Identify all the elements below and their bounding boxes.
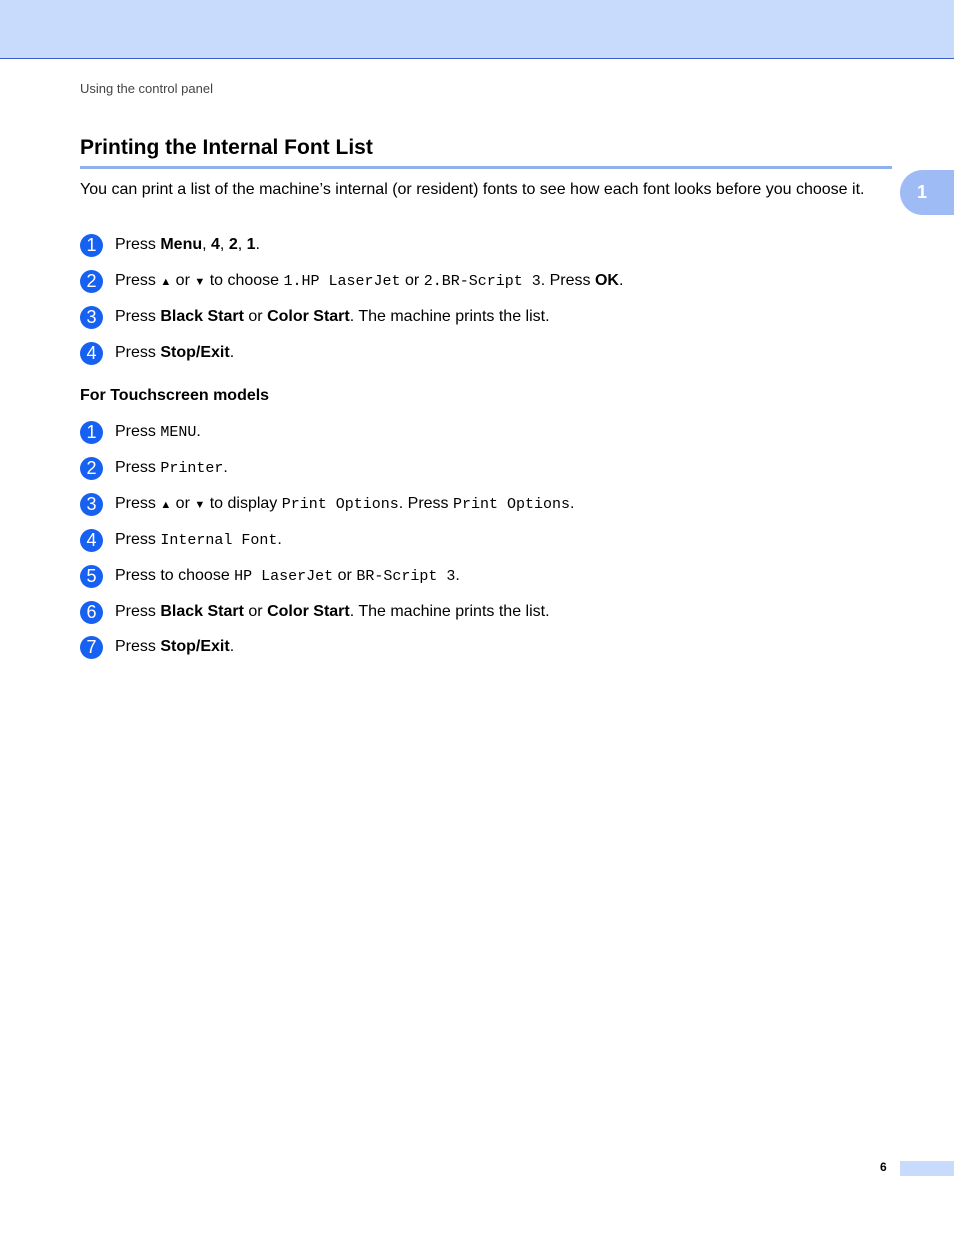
page-number: 6 xyxy=(880,1160,887,1174)
step-b-2 xyxy=(80,456,228,480)
step-a-4 xyxy=(80,341,234,365)
step-number: 6 xyxy=(80,601,103,624)
step-text: Press Black Start or Color Start. The machine prints the list. xyxy=(115,603,550,620)
intro-paragraph: You can print a list of the machine’s internal (or resident) fonts to see how each font looks before you choose it. xyxy=(80,181,865,198)
step-number: 3 xyxy=(80,306,103,329)
step-a-1 xyxy=(80,233,260,257)
step-text: Press Stop/Exit. xyxy=(115,638,235,655)
step-text: Press to choose HP LaserJet or BR-Script 3. xyxy=(115,567,460,585)
step-text: Press Printer. xyxy=(115,459,228,477)
step-b-4 xyxy=(80,528,282,552)
step-number: 4 xyxy=(80,342,103,365)
step-a-2 xyxy=(80,269,623,293)
step-text: Press Black Start or Color Start. The machine prints the list. xyxy=(115,308,550,325)
step-b-6 xyxy=(80,600,550,624)
step-number: 7 xyxy=(80,636,103,659)
step-text: Press MENU. xyxy=(115,423,201,441)
up-arrow-icon: ▲ xyxy=(160,276,172,288)
step-text: Press ▲ or ▼ to choose 1.HP LaserJet or 2.BR-Script 3. Press OK. xyxy=(115,272,624,290)
touchscreen-subheading: For Touchscreen models xyxy=(80,387,270,404)
step-b-3 xyxy=(80,492,574,516)
up-arrow-icon: ▲ xyxy=(160,499,172,511)
step-text: Press Stop/Exit. xyxy=(115,344,235,361)
title-underline xyxy=(80,166,892,169)
chapter-tab xyxy=(900,170,954,215)
footer-bar xyxy=(900,1161,954,1176)
step-number: 1 xyxy=(80,421,103,444)
step-number: 2 xyxy=(80,270,103,293)
step-number: 1 xyxy=(80,234,103,257)
step-a-3 xyxy=(80,305,550,329)
down-arrow-icon: ▼ xyxy=(194,276,206,288)
step-number: 2 xyxy=(80,457,103,480)
step-b-7 xyxy=(80,635,234,659)
section-title: Printing the Internal Font List xyxy=(80,136,373,159)
step-text: Press ▲ or ▼ to display Print Options. Press Print Options. xyxy=(115,495,575,513)
top-header-band xyxy=(0,0,954,59)
step-number: 5 xyxy=(80,565,103,588)
step-b-1 xyxy=(80,420,201,444)
step-number: 4 xyxy=(80,529,103,552)
running-header: Using the control panel xyxy=(80,81,213,96)
step-text: Press Internal Font. xyxy=(115,531,282,549)
step-number: 3 xyxy=(80,493,103,516)
step-text: Press Menu, 4, 2, 1. xyxy=(115,236,260,253)
down-arrow-icon: ▼ xyxy=(194,499,206,511)
chapter-number: 1 xyxy=(917,182,928,202)
step-b-5 xyxy=(80,564,460,588)
